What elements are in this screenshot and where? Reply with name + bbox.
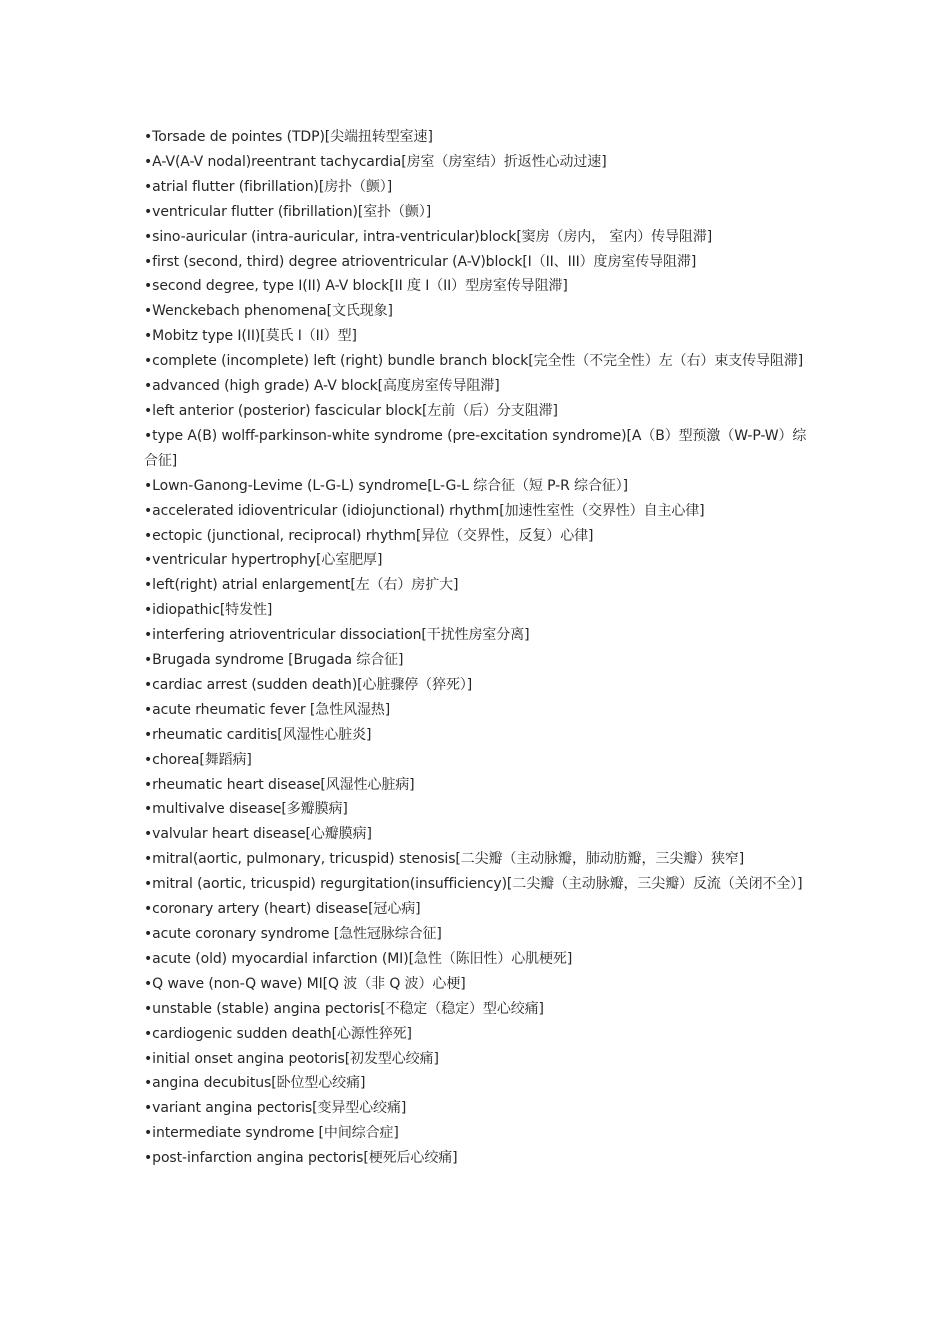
term-text: advanced (high grade) A-V block[高度房室传导阻滞]	[152, 378, 500, 395]
bullet-icon: •	[144, 153, 153, 170]
term-text: multivalve disease[多瓣膜病]	[152, 801, 348, 818]
bullet-icon: •	[144, 901, 153, 918]
term-text: acute coronary syndrome [急性冠脉综合征]	[152, 926, 442, 942]
list-item	[144, 324, 812, 349]
bullet-icon: •	[144, 776, 153, 793]
term-text: complete (incomplete) left (right) bundle branch block[完全性（不完全性）左（右）束支传导阻滞]	[152, 353, 804, 370]
list-item	[144, 349, 812, 374]
bullet-icon: •	[144, 726, 153, 743]
term-text: coronary artery (heart) disease[冠心病]	[152, 901, 421, 918]
term-text: rheumatic heart disease[风湿性心脏病]	[152, 776, 415, 793]
bullet-icon: •	[144, 652, 153, 669]
list-item	[144, 847, 812, 872]
term-text: idiopathic[特发性]	[152, 602, 273, 619]
term-text: left(right) atrial enlargement[左（右）房扩大]	[152, 577, 459, 594]
list-item	[144, 598, 812, 623]
list-item	[144, 374, 812, 399]
list-item	[144, 250, 812, 275]
list-item	[144, 648, 812, 673]
list-item	[144, 548, 812, 573]
term-text: atrial flutter (fibrillation)[房扑（颤）]	[152, 178, 393, 195]
list-item	[144, 748, 812, 773]
bullet-icon: •	[144, 751, 153, 768]
list-item	[144, 573, 812, 598]
term-text: Wenckebach phenomena[文氏现象]	[152, 303, 393, 320]
list-item	[144, 972, 812, 997]
bullet-icon: •	[144, 1125, 153, 1142]
list-item	[144, 922, 812, 947]
bullet-icon: •	[144, 178, 153, 195]
bullet-icon: •	[144, 402, 153, 419]
bullet-icon: •	[144, 253, 153, 270]
list-item	[144, 698, 812, 723]
term-text: sino-auricular (intra-auricular, intra-ventricular)block[窦房（房内， 室内）传导阻滞]	[152, 228, 713, 245]
bullet-icon: •	[144, 676, 153, 693]
list-item	[144, 822, 812, 847]
bullet-icon: •	[144, 527, 153, 544]
bullet-icon: •	[144, 701, 153, 718]
bullet-icon: •	[144, 477, 153, 494]
bullet-icon: •	[144, 378, 153, 395]
term-text: ectopic (junctional, reciprocal) rhythm[异位（交界性，反复）心律]	[152, 527, 594, 544]
term-text: Brugada syndrome [Brugada 综合征]	[152, 652, 404, 669]
term-text: chorea[舞蹈病]	[152, 751, 252, 768]
term-text: acute rheumatic fever [急性风湿热]	[152, 701, 391, 718]
term-text: interfering atrioventricular dissociation[干扰性房室分离]	[152, 627, 530, 644]
bullet-icon: •	[144, 1100, 153, 1117]
list-item	[144, 673, 812, 698]
list-item	[144, 1071, 812, 1096]
term-text: accelerated idioventricular (idiojunctional) rhythm[加速性室性（交界性）自主心律]	[152, 502, 705, 519]
term-text: cardiac arrest (sudden death)[心脏骤停（猝死）]	[152, 676, 473, 693]
list-item	[144, 399, 812, 424]
bullet-icon: •	[144, 627, 153, 644]
bullet-icon: •	[144, 801, 153, 818]
bullet-icon: •	[144, 203, 153, 220]
term-text: cardiogenic sudden death[心源性猝死]	[152, 1025, 412, 1042]
list-item	[144, 797, 812, 822]
term-text: Mobitz type I(II)[莫氏 I（II）型]	[152, 328, 357, 345]
term-text: unstable (stable) angina pectoris[不稳定（稳定）型心绞痛]	[152, 1000, 544, 1017]
list-item	[144, 424, 812, 474]
bullet-icon: •	[144, 826, 153, 843]
bullet-icon: •	[144, 278, 153, 295]
list-item	[144, 773, 812, 798]
list-item	[144, 1121, 812, 1146]
list-item	[144, 474, 812, 499]
list-item	[144, 723, 812, 748]
list-item	[144, 897, 812, 922]
bullet-icon: •	[144, 129, 153, 145]
term-text: rheumatic carditis[风湿性心脏炎]	[152, 726, 372, 743]
bullet-icon: •	[144, 328, 153, 345]
term-text: first (second, third) degree atrioventricular (A-V)block[I（II、III）度房室传导阻滞]	[152, 253, 697, 270]
term-text: Lown-Ganong-Levime (L-G-L) syndrome[L-G-L 综合征（短 P-R 综合征）]	[152, 477, 629, 494]
bullet-icon: •	[144, 228, 153, 245]
term-text: type A(B) wolff-parkinson-white syndrome (pre-excitation syndrome)[A（B）型预激（W-P-W）综合征]	[144, 427, 807, 469]
bullet-icon: •	[144, 602, 153, 619]
list-item	[144, 150, 812, 175]
list-item	[144, 947, 812, 972]
term-text: mitral (aortic, tricuspid) regurgitation(insufficiency)[二尖瓣（主动脉瓣，三尖瓣）反流（关闭不全）]	[152, 876, 803, 893]
bullet-icon: •	[144, 577, 153, 594]
bullet-icon: •	[144, 975, 153, 992]
list-item	[144, 274, 812, 299]
bullet-icon: •	[144, 950, 153, 967]
list-item	[144, 623, 812, 648]
bullet-icon: •	[144, 1150, 153, 1167]
bullet-icon: •	[144, 552, 153, 569]
list-item	[144, 997, 812, 1022]
term-text: ventricular hypertrophy[心室肥厚]	[152, 552, 383, 569]
list-item	[144, 1096, 812, 1121]
term-text: variant angina pectoris[变异型心绞痛]	[152, 1100, 407, 1117]
list-item	[144, 499, 812, 524]
bullet-icon: •	[144, 851, 153, 868]
term-text: left anterior (posterior) fascicular block[左前（后）分支阻滞]	[152, 402, 558, 419]
list-item	[144, 872, 812, 897]
term-text: acute (old) myocardial infarction (MI)[急性（陈旧性）心肌梗死]	[152, 950, 573, 967]
bullet-icon: •	[144, 1025, 153, 1042]
bullet-icon: •	[144, 926, 153, 942]
term-text: post-infarction angina pectoris[梗死后心绞痛]	[152, 1150, 458, 1167]
list-item	[144, 299, 812, 324]
bullet-icon: •	[144, 1000, 153, 1017]
term-text: mitral(aortic, pulmonary, tricuspid) stenosis[二尖瓣（主动脉瓣，肺动肪瓣，三尖瓣）狭窄]	[152, 851, 745, 868]
bullet-icon: •	[144, 1075, 153, 1092]
term-text: second degree, type I(II) A-V block[II 度 I（II）型房室传导阻滞]	[152, 278, 568, 295]
term-text: Torsade de pointes (TDP)[尖端扭转型室速]	[152, 129, 433, 145]
list-item	[144, 200, 812, 225]
list-item	[144, 524, 812, 549]
list-item	[144, 225, 812, 250]
bullet-icon: •	[144, 427, 153, 444]
term-text: ventricular flutter (fibrillation)[室扑（颤）]	[152, 203, 432, 220]
list-item	[144, 1047, 812, 1072]
bullet-icon: •	[144, 303, 153, 320]
bullet-icon: •	[144, 502, 153, 519]
term-text: angina decubitus[卧位型心绞痛]	[152, 1075, 366, 1092]
list-item	[144, 125, 812, 150]
term-text: intermediate syndrome [中间综合症]	[152, 1125, 399, 1142]
bullet-icon: •	[144, 353, 153, 370]
term-text: Q wave (non-Q wave) MI[Q 波（非 Q 波）心梗]	[152, 975, 466, 992]
list-item	[144, 1146, 812, 1171]
glossary-list	[144, 125, 812, 1171]
term-text: initial onset angina peotoris[初发型心绞痛]	[152, 1050, 439, 1067]
list-item	[144, 175, 812, 200]
term-text: valvular heart disease[心瓣膜病]	[152, 826, 372, 843]
list-item	[144, 1022, 812, 1047]
bullet-icon: •	[144, 1050, 153, 1067]
term-text: A-V(A-V nodal)reentrant tachycardia[房室（房室结）折返性心动过速]	[152, 153, 607, 170]
bullet-icon: •	[144, 876, 153, 893]
